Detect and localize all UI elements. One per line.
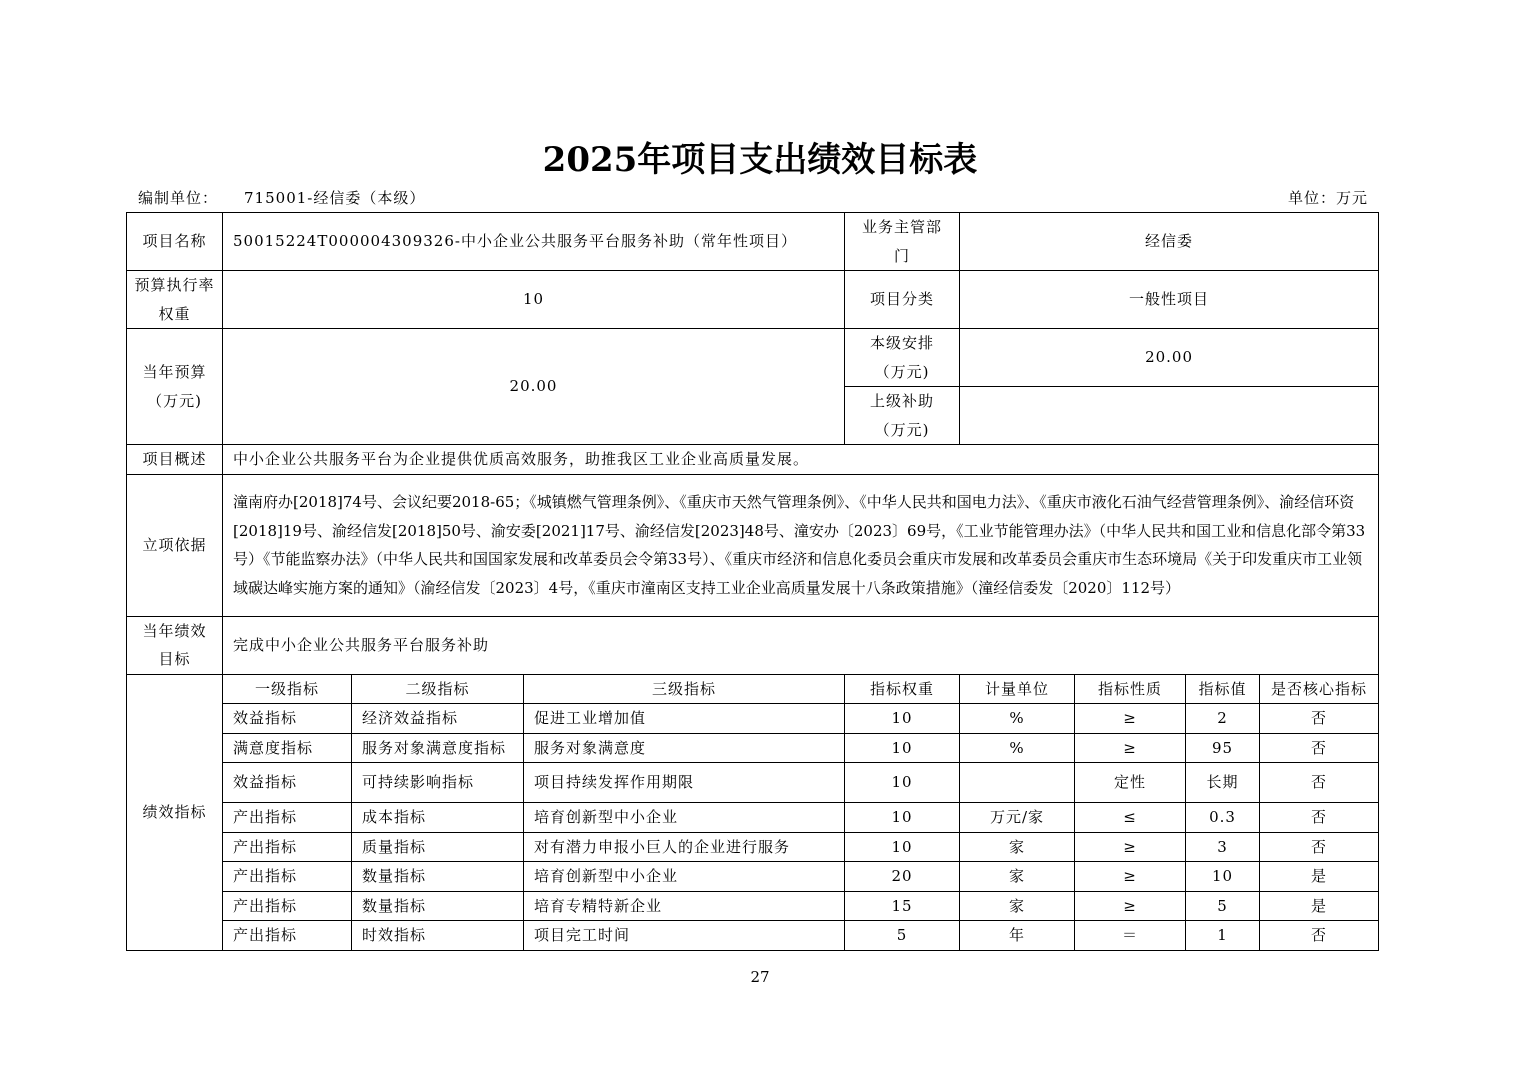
nature-cell: ＝ — [1075, 921, 1186, 951]
table-row — [127, 803, 1379, 833]
value-cell: 2 — [1186, 704, 1260, 734]
level1-cell: 效益指标 — [223, 763, 352, 803]
weight-cell: 15 — [845, 891, 960, 921]
project-name-value: 50015224T000004309326-中小企业公共服务平台服务补助（常年性项目） — [223, 213, 845, 271]
row-goal — [127, 616, 1379, 674]
column-header: 计量单位 — [960, 674, 1075, 704]
weight-cell: 10 — [845, 763, 960, 803]
unit-cell — [960, 763, 1075, 803]
weight-cell: 10 — [845, 803, 960, 833]
table-row — [127, 832, 1379, 862]
row-overview — [127, 445, 1379, 475]
column-header: 指标权重 — [845, 674, 960, 704]
local-budget-value: 20.00 — [960, 329, 1379, 387]
level2-cell: 数量指标 — [352, 862, 524, 892]
column-header: 指标性质 — [1075, 674, 1186, 704]
dept-label: 业务主管部门 — [845, 213, 960, 271]
dept-value: 经信委 — [960, 213, 1379, 271]
value-cell: 0.3 — [1186, 803, 1260, 833]
value-cell: 5 — [1186, 891, 1260, 921]
table-row — [127, 891, 1379, 921]
table-row — [127, 862, 1379, 892]
value-cell: 长期 — [1186, 763, 1260, 803]
level1-cell: 效益指标 — [223, 704, 352, 734]
row-project-name — [127, 213, 1379, 271]
level3-cell: 培育创新型中小企业 — [524, 862, 845, 892]
level2-cell: 经济效益指标 — [352, 704, 524, 734]
budget-value: 20.00 — [223, 329, 845, 445]
core-cell: 否 — [1260, 921, 1379, 951]
compiling-unit-label: 编制单位： — [138, 189, 219, 207]
page-number: 27 — [750, 968, 770, 986]
unit-cell: % — [960, 733, 1075, 763]
row-weight — [127, 271, 1379, 329]
nature-cell: ≥ — [1075, 891, 1186, 921]
column-header: 三级指标 — [524, 674, 845, 704]
budget-label: 当年预算（万元) — [127, 329, 223, 445]
category-value: 一般性项目 — [960, 271, 1379, 329]
project-name-label: 项目名称 — [127, 213, 223, 271]
level3-cell: 项目持续发挥作用期限 — [524, 763, 845, 803]
table-row — [127, 763, 1379, 803]
value-cell: 10 — [1186, 862, 1260, 892]
core-cell: 否 — [1260, 704, 1379, 734]
weight-cell: 10 — [845, 832, 960, 862]
value-cell: 95 — [1186, 733, 1260, 763]
goal-label: 当年绩效目标 — [127, 616, 223, 674]
level1-cell: 产出指标 — [223, 891, 352, 921]
unit-cell: 家 — [960, 862, 1075, 892]
core-cell: 是 — [1260, 891, 1379, 921]
row-basis — [127, 474, 1379, 616]
level2-cell: 可持续影响指标 — [352, 763, 524, 803]
nature-cell: 定性 — [1075, 763, 1186, 803]
upper-budget-label: 上级补助（万元) — [845, 387, 960, 445]
weight-cell: 10 — [845, 704, 960, 734]
core-cell: 否 — [1260, 763, 1379, 803]
level1-cell: 满意度指标 — [223, 733, 352, 763]
level1-cell: 产出指标 — [223, 803, 352, 833]
unit-cell: 万元/家 — [960, 803, 1075, 833]
nature-cell: ≥ — [1075, 832, 1186, 862]
value-cell: 3 — [1186, 832, 1260, 862]
upper-budget-value — [960, 387, 1379, 445]
level1-cell: 产出指标 — [223, 921, 352, 951]
unit-cell: 年 — [960, 921, 1075, 951]
level2-cell: 数量指标 — [352, 891, 524, 921]
level3-cell: 对有潜力申报小巨人的企业进行服务 — [524, 832, 845, 862]
indicator-header-row — [127, 674, 1379, 704]
nature-cell: ≥ — [1075, 862, 1186, 892]
compiling-unit — [138, 187, 425, 208]
core-cell: 否 — [1260, 733, 1379, 763]
weight-label: 预算执行率权重 — [127, 271, 223, 329]
column-header: 指标值 — [1186, 674, 1260, 704]
table-row — [127, 704, 1379, 734]
level3-cell: 促进工业增加值 — [524, 704, 845, 734]
core-cell: 是 — [1260, 862, 1379, 892]
compiling-unit-value: 715001-经信委（本级） — [244, 189, 426, 207]
overview-label: 项目概述 — [127, 445, 223, 475]
weight-cell: 5 — [845, 921, 960, 951]
weight-value: 10 — [223, 271, 845, 329]
goal-value: 完成中小企业公共服务平台服务补助 — [223, 616, 1379, 674]
row-budget — [127, 329, 1379, 387]
performance-table — [126, 212, 1379, 951]
level1-cell: 产出指标 — [223, 862, 352, 892]
page-title: 2025年项目支出绩效目标表 — [542, 140, 978, 180]
level3-cell: 项目完工时间 — [524, 921, 845, 951]
level2-cell: 质量指标 — [352, 832, 524, 862]
column-header: 一级指标 — [223, 674, 352, 704]
category-label: 项目分类 — [845, 271, 960, 329]
unit-cell: 家 — [960, 832, 1075, 862]
nature-cell: ≤ — [1075, 803, 1186, 833]
local-budget-label: 本级安排（万元) — [845, 329, 960, 387]
basis-label: 立项依据 — [127, 474, 223, 616]
value-cell: 1 — [1186, 921, 1260, 951]
basis-value: 潼南府办[2018]74号、会议纪要2018-65；《城镇燃气管理条例》、《重庆市天然气管理条例》、《中华人民共和国电力法》、《重庆市液化石油气经营管理条例》、渝经信环资[2018]19号、渝经信发[2018]50号、渝安委[2021]17号、渝经信发[2023]48号、潼安办〔2023〕69号，《工业节能管理办法》（中华人民共和国工业和信息化部令第33号）《节能监察办法》（中华人民共和国国家发展和改革委员会令第33号）、《重庆市经济和信息化委员会重庆市发展和改革委员会重庆市生态环境局《关于印发重庆市工业领域碳达峰实施方案的通知》（渝经信发〔2023〕4号，《重庆市潼南区支持工业企业高质量发展十八条政策措施》（潼经信委发〔2020〕112号） — [223, 474, 1379, 616]
weight-cell: 10 — [845, 733, 960, 763]
level2-cell: 服务对象满意度指标 — [352, 733, 524, 763]
indicators-section-label: 绩效指标 — [127, 674, 223, 950]
column-header: 二级指标 — [352, 674, 524, 704]
nature-cell: ≥ — [1075, 733, 1186, 763]
table-row — [127, 921, 1379, 951]
unit-cell: 家 — [960, 891, 1075, 921]
table-row — [127, 733, 1379, 763]
level3-cell: 服务对象满意度 — [524, 733, 845, 763]
overview-value: 中小企业公共服务平台为企业提供优质高效服务，助推我区工业企业高质量发展。 — [223, 445, 1379, 475]
level3-cell: 培育专精特新企业 — [524, 891, 845, 921]
unit-cell: % — [960, 704, 1075, 734]
column-header: 是否核心指标 — [1260, 674, 1379, 704]
level1-cell: 产出指标 — [223, 832, 352, 862]
level3-cell: 培育创新型中小企业 — [524, 803, 845, 833]
weight-cell: 20 — [845, 862, 960, 892]
nature-cell: ≥ — [1075, 704, 1186, 734]
core-cell: 否 — [1260, 803, 1379, 833]
level2-cell: 时效指标 — [352, 921, 524, 951]
level2-cell: 成本指标 — [352, 803, 524, 833]
core-cell: 否 — [1260, 832, 1379, 862]
currency-unit: 单位：万元 — [1288, 189, 1369, 207]
